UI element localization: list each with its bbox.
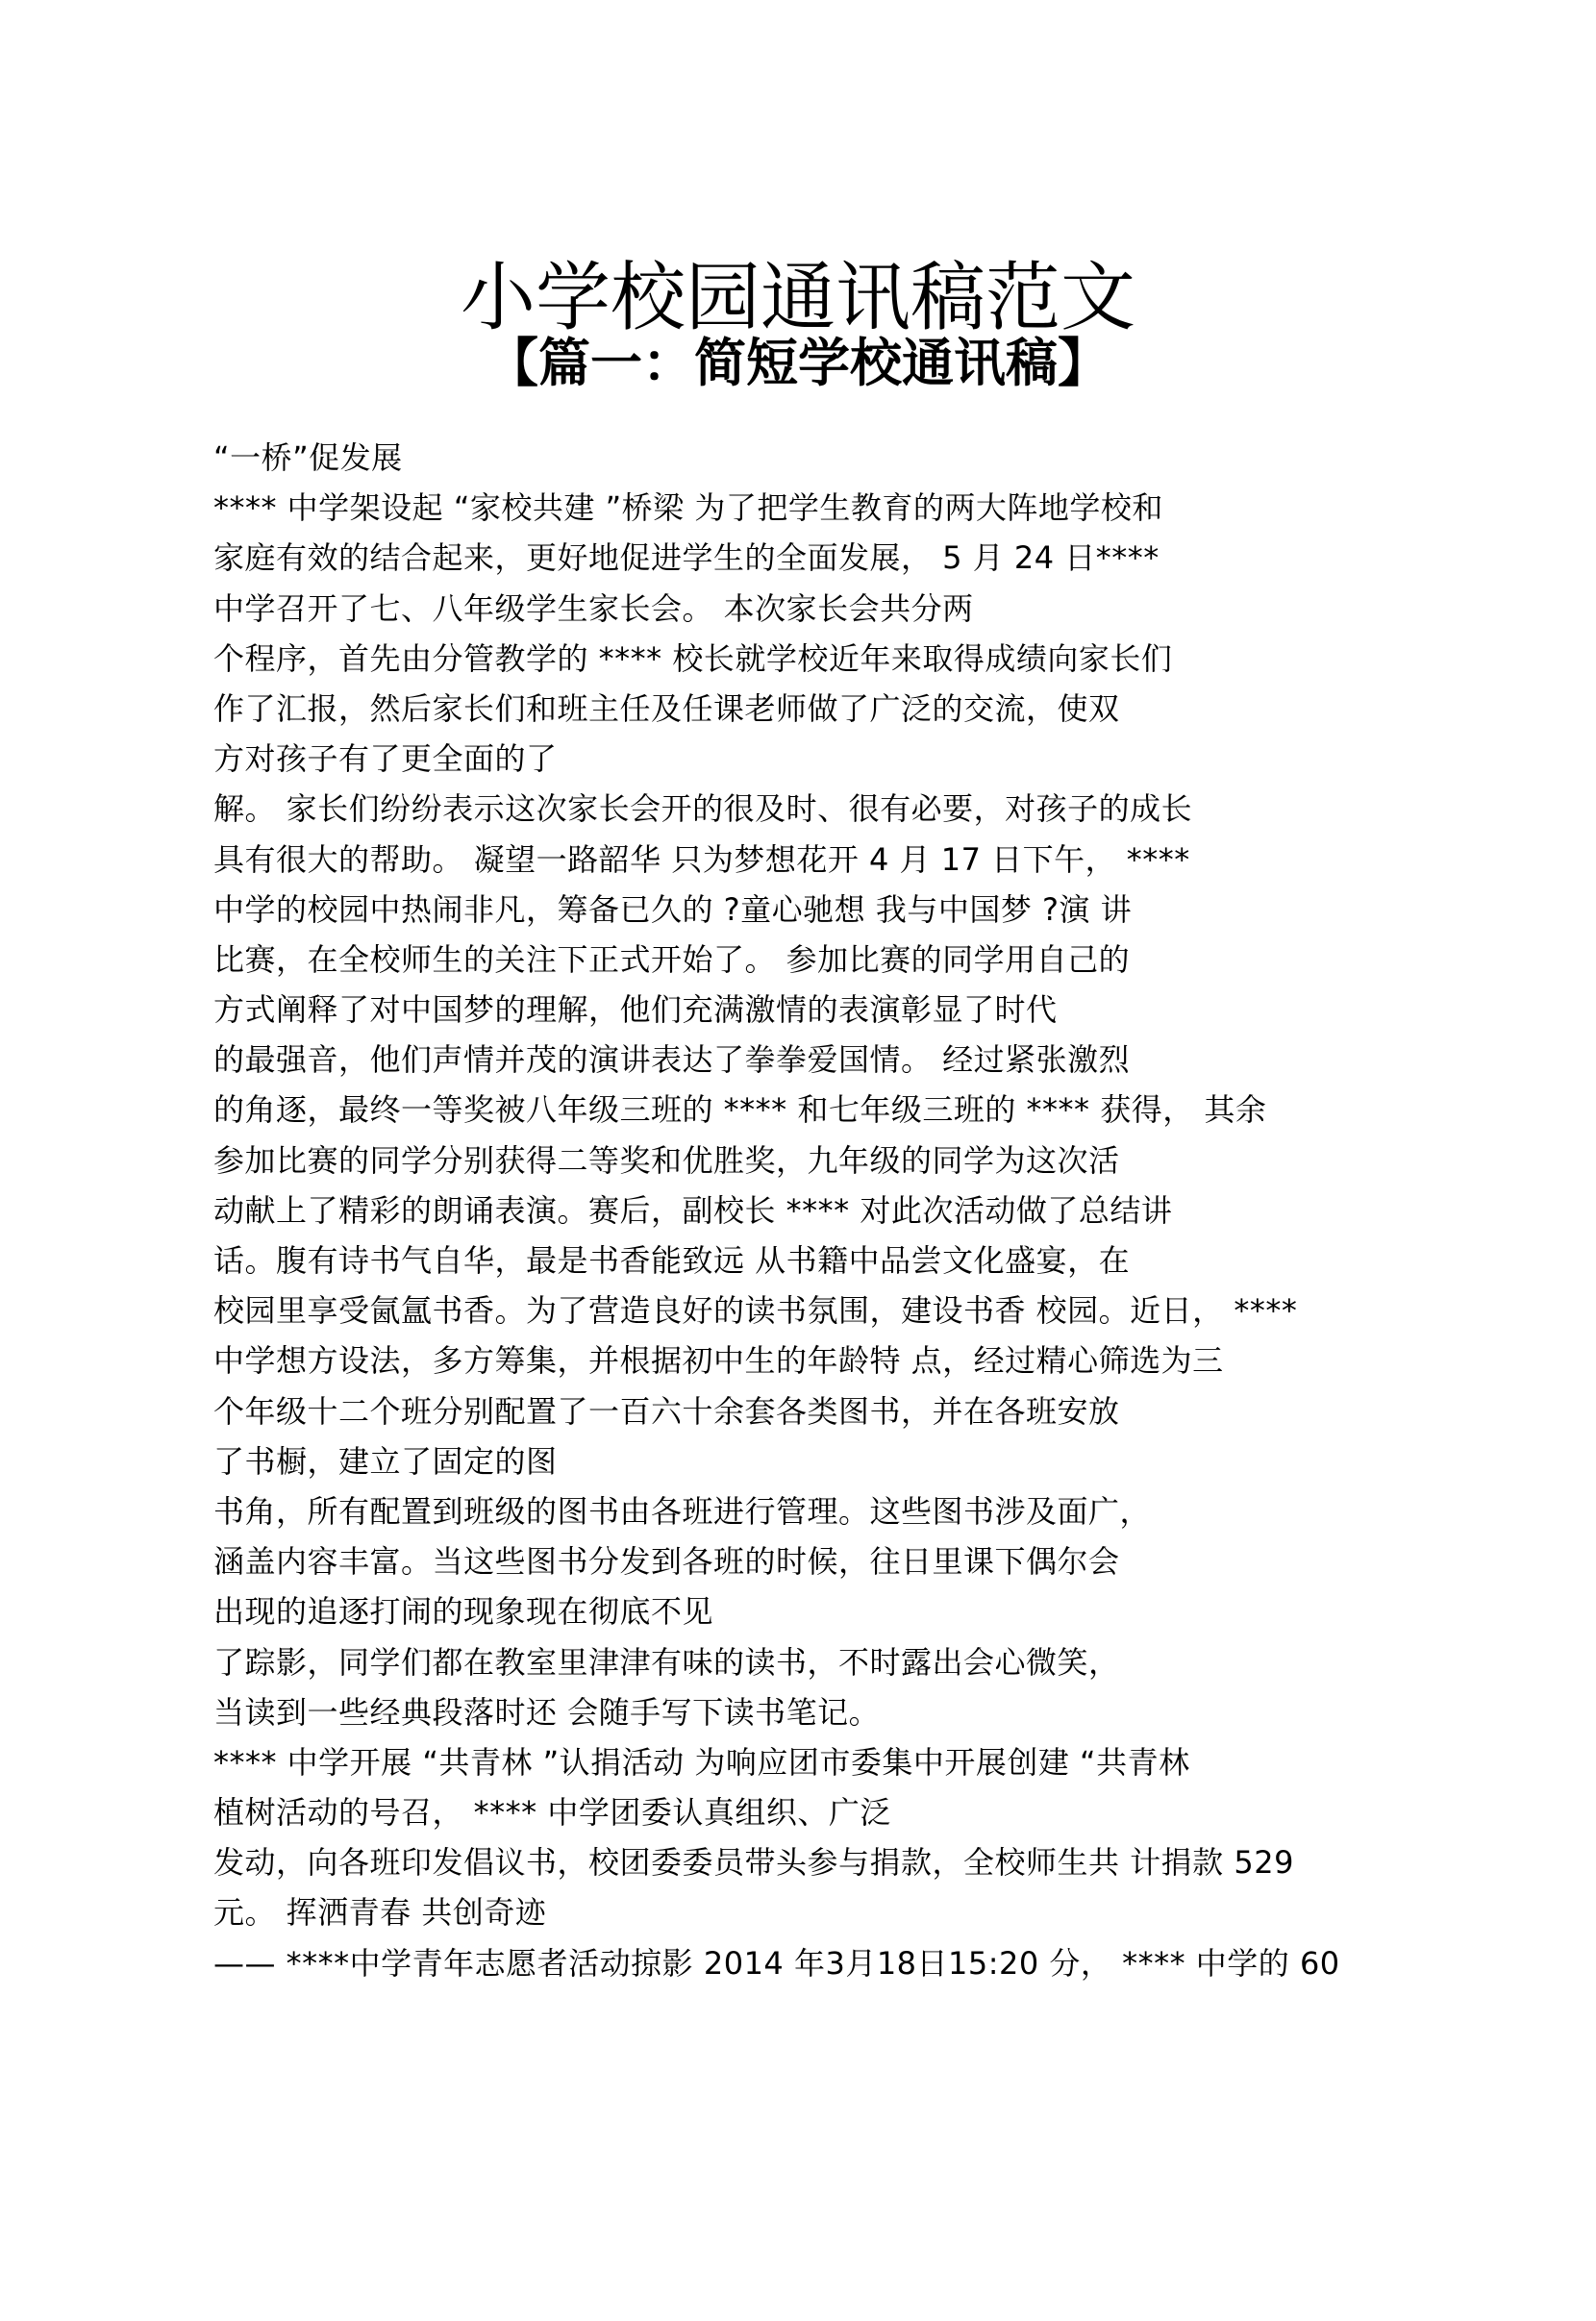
- body-line: 作了汇报，然后家长们和班主任及任课老师做了广泛的交流，使双: [213, 689, 1120, 727]
- body-line: 元。 挥洒青春 共创奇迹: [213, 1894, 547, 1932]
- body-line: 中学的校园中热闹非凡，筹备已久的 ?童心驰想 我与中国梦 ?演 讲: [213, 890, 1133, 928]
- body-line: 植树活动的号召， **** 中学团委认真组织、广泛: [213, 1794, 891, 1832]
- body-line: **** 中学开展 “共青林 ”认捐活动 为响应团市委集中开展创建 “共青林: [213, 1743, 1190, 1781]
- body-line: 涵盖内容丰富。当这些图书分发到各班的时候，往日里课下偶尔会: [213, 1543, 1120, 1581]
- body-line: 参加比赛的同学分别获得二等奖和优胜奖，九年级的同学为这次活: [213, 1141, 1120, 1179]
- body-line: 发动，向各班印发倡议书，校团委委员带头参与捐款，全校师生共 计捐款 529: [213, 1844, 1294, 1882]
- body-line: 解。 家长们纷纷表示这次家长会开的很及时、很有必要，对孩子的成长: [213, 790, 1193, 828]
- body-line: 个程序，首先由分管教学的 **** 校长就学校近年来取得成绩向家长们: [213, 639, 1173, 677]
- body-line: 话。腹有诗书气自华，最是书香能致远 从书籍中品尝文化盛宴，在: [213, 1242, 1131, 1279]
- body-line: 方式阐释了对中国梦的理解，他们充满激情的表演彰显了时代: [213, 991, 1058, 1029]
- body-line: 个年级十二个班分别配置了一百六十余套各类图书，并在各班安放: [213, 1392, 1120, 1430]
- body-line: 比赛，在全校师生的关注下正式开始了。 参加比赛的同学用自己的: [213, 940, 1131, 978]
- body-line: 校园里享受氤氲书香。为了营造良好的读书氛围，建设书香 校园。近日， ****: [213, 1292, 1298, 1330]
- body-line: 家庭有效的结合起来，更好地促进学生的全面发展， 5 月 24 日****: [213, 539, 1160, 577]
- body-line: **** 中学架设起 “家校共建 ”桥梁 为了把学生教育的两大阵地学校和: [213, 489, 1163, 527]
- body-line: 了踪影，同学们都在教室里津津有味的读书，不时露出会心微笑，: [213, 1643, 1120, 1681]
- body-line: 的角逐，最终一等奖被八年级三班的 **** 和七年级三班的 **** 获得， 其余: [213, 1091, 1267, 1129]
- body-line: 具有很大的帮助。 凝望一路韶华 只为梦想花开 4 月 17 日下午， ****: [213, 840, 1190, 878]
- body-line: 当读到一些经典段落时还 会随手写下读书笔记。: [213, 1693, 881, 1731]
- body-line: 了书橱，建立了固定的图: [213, 1442, 558, 1480]
- body-line: 书角，所有配置到班级的图书由各班进行管理。这些图书涉及面广，: [213, 1492, 1152, 1530]
- body-line: 动献上了精彩的朗诵表演。赛后，副校长 **** 对此次活动做了总结讲: [213, 1191, 1173, 1229]
- document-subtitle: 【篇一：简短学校通讯稿】: [486, 333, 1110, 393]
- body-line: 方对孩子有了更全面的了: [213, 740, 558, 778]
- body-line: —— ****中学青年志愿者活动掠影 2014 年3月18日15:20 分， **** 中学的 60: [213, 1944, 1340, 1982]
- body-line: 中学想方设法，多方筹集，并根据初中生的年龄特 点，经过精心筛选为三: [213, 1342, 1224, 1380]
- body-line: “一桥”促发展: [213, 439, 403, 476]
- body-line: 出现的追逐打闹的现象现在彻底不见: [213, 1593, 714, 1631]
- body-line: 中学召开了七、八年级学生家长会。 本次家长会共分两: [213, 589, 974, 627]
- body-text: [213, 433, 1454, 1988]
- body-line: 的最强音，他们声情并茂的演讲表达了拳拳爱国情。 经过紧张激烈: [213, 1041, 1131, 1079]
- document-title: 小学校园通讯稿范文: [460, 255, 1135, 341]
